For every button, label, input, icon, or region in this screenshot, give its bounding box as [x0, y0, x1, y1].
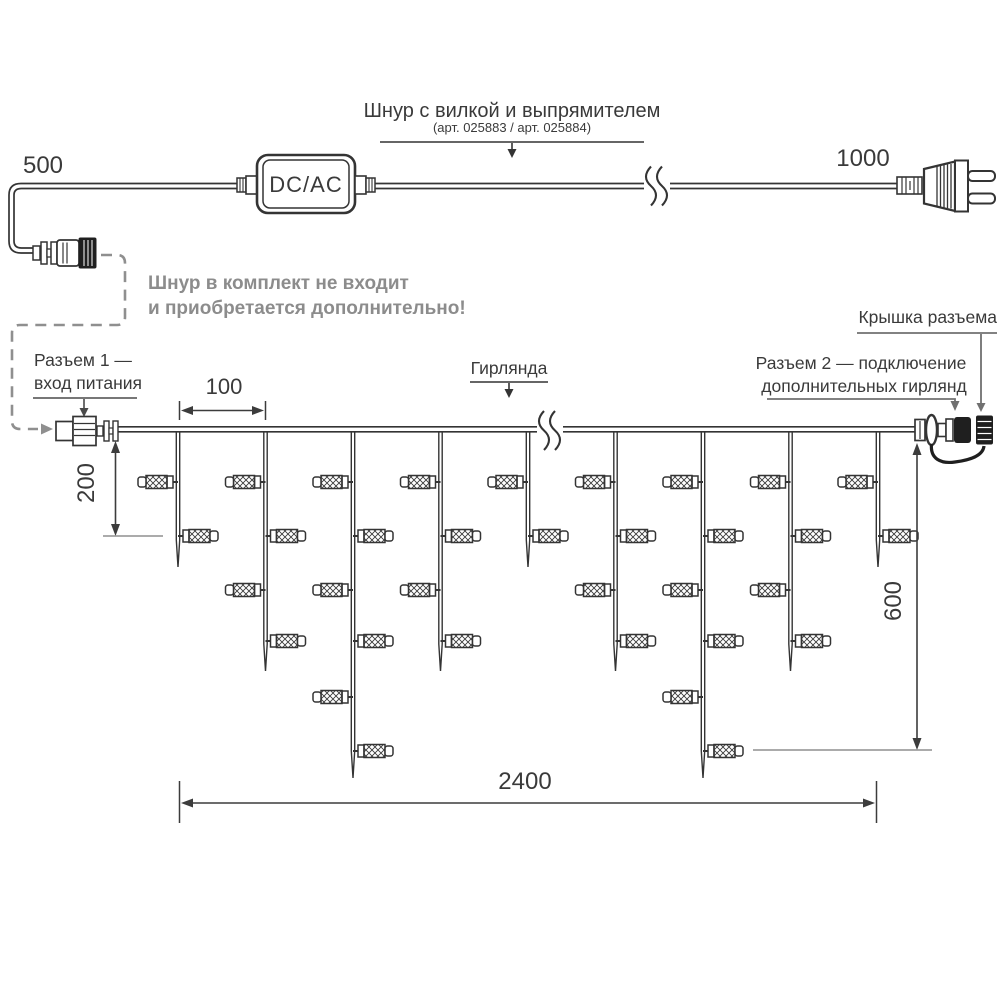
garland-drop [838, 432, 918, 567]
up-arrow-icon [111, 441, 120, 453]
down-arrow-icon [505, 389, 514, 398]
cord-left-length: 500 [22, 152, 64, 179]
garland-label [470, 358, 548, 398]
dim-2400 [180, 768, 877, 823]
lamp-icon [751, 476, 791, 489]
cord-subtitle: (арт. 025883 / арт. 025884) [432, 120, 592, 135]
lamp-icon [441, 530, 481, 543]
lamp-icon [226, 584, 266, 597]
connector2-label [756, 353, 967, 411]
garland-break-icon [537, 411, 563, 450]
connector1-line2: вход питания [34, 373, 142, 393]
lamp-icon [138, 476, 178, 489]
garland-drop [488, 432, 568, 567]
dcac-label: DC/AC [269, 172, 343, 197]
connector1 [56, 417, 118, 446]
cord-end-connector [33, 238, 96, 268]
lamp-icon [616, 635, 656, 648]
lamp-icon [663, 584, 703, 597]
garland-drop [576, 432, 656, 671]
connector1-label [33, 350, 142, 417]
up-arrow-icon [913, 443, 922, 455]
power-cord-section [9, 100, 995, 268]
cord-wire [14, 189, 240, 249]
lamp-icon [751, 584, 791, 597]
dim-100 [180, 374, 266, 420]
down-arrow-icon [80, 408, 89, 417]
dim-600-value: 600 [880, 580, 907, 622]
lamp-icon [576, 584, 616, 597]
garland-drop [138, 432, 218, 567]
lamp-icon [488, 476, 528, 489]
lamp-icon [178, 530, 218, 543]
lamp-icon [266, 635, 306, 648]
garland [56, 411, 993, 778]
lamp-icon [353, 745, 393, 758]
cap-tether-cord [931, 444, 984, 462]
lamp-icon [266, 530, 306, 543]
lamp-icon [353, 635, 393, 648]
left-arrow-icon [181, 799, 193, 808]
down-arrow-icon [913, 738, 922, 750]
lamp-icon [703, 635, 743, 648]
lamp-icon [663, 691, 703, 704]
lamp-icon [401, 584, 441, 597]
lamp-icon [838, 476, 878, 489]
cord-title: Шнур с вилкой и выпрямителем [363, 100, 661, 122]
cap-title: Крышка разъема [858, 307, 997, 327]
down-arrow-icon [508, 149, 517, 158]
lamp-icon [528, 530, 568, 543]
note-line1: Шнур в комплект не входит [148, 273, 409, 294]
connector-cap [976, 416, 993, 445]
garland-drop [313, 432, 393, 778]
right-arrow-icon [863, 799, 875, 808]
cord-title-label [364, 100, 661, 158]
left-arrow-icon [181, 406, 193, 415]
lamp-icon [576, 476, 616, 489]
lamp-icon [313, 584, 353, 597]
lamp-icon [401, 476, 441, 489]
lamp-icon [791, 635, 831, 648]
dcac-converter [237, 155, 375, 213]
dim-100-value: 100 [205, 374, 243, 399]
lamp-icon [663, 476, 703, 489]
garland-drop [401, 432, 481, 671]
lamp-icon [313, 476, 353, 489]
connector2-line1: Разъем 2 — подключение [755, 353, 967, 373]
garland-drop [751, 432, 831, 671]
garland-drop [663, 432, 743, 778]
lamp-icon [226, 476, 266, 489]
down-arrow-icon [977, 403, 986, 412]
lamp-icon [441, 635, 481, 648]
mains-plug [897, 161, 995, 212]
garland-drop [226, 432, 306, 671]
down-arrow-icon [951, 401, 960, 411]
lamp-icon [353, 530, 393, 543]
connector1-line1: Разъем 1 — [34, 350, 132, 370]
lamp-icon [703, 530, 743, 543]
dim-2400-value: 2400 [498, 768, 552, 795]
connector2 [915, 415, 993, 462]
dashed-power-lead [12, 255, 125, 435]
garland-title: Гирлянда [470, 358, 548, 378]
lamp-icon [878, 530, 918, 543]
cord-right-length: 1000 [836, 145, 890, 172]
note-line2: и приобретается дополнительно! [148, 298, 466, 319]
connector2-line2: дополнительных гирлянд [761, 376, 967, 396]
down-arrow-icon [111, 524, 120, 536]
lamp-icon [703, 745, 743, 758]
lamp-icon [791, 530, 831, 543]
right-arrow-icon [252, 406, 264, 415]
dim-200-value: 200 [73, 462, 100, 504]
right-arrow-icon [41, 424, 53, 435]
cord-break-icon [644, 167, 670, 206]
note [148, 273, 466, 319]
garland-drops [138, 432, 918, 778]
lamp-icon [313, 691, 353, 704]
lamp-icon [616, 530, 656, 543]
